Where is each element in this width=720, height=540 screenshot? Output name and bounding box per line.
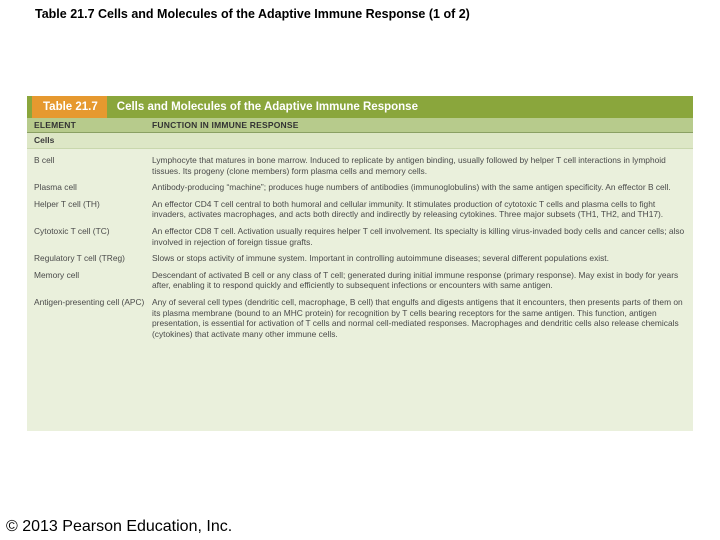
table-row [27,199,693,220]
table-label: Table 21.7 [32,96,107,118]
table-image [27,96,693,431]
row-element: Regulatory T cell (TReg) [34,253,125,264]
table-title-bar [27,96,693,118]
row-element: Helper T cell (TH) [34,198,100,209]
row-function: Any of several cell types (dendritic cell, macrophage, B cell) that engulfs and digests antigens that it encounters, then presents parts of them on its plasma membrane (bound to an MHC protein) for recognition by T cells bearing receptors for the same antigen. This function, antigen presentation, is essential for activation of T cells and normal cell-mediated responses. Macrophages and dendritic cells also release chemicals (cytokines) that activate many other immune cells. [152,296,683,339]
table-row [27,270,693,291]
row-function: Antibody-producing “machine”; produces huge numbers of antibodies (immunoglobulins) with the same antigen specificity. An effector B cell. [152,182,671,193]
row-function: Lymphocyte that matures in bone marrow. Induced to replicate by antigen binding, usually followed by helper T cell interactions in lymphoid tissues. Its progeny (clone members) form plasma cells and memory cells. [152,155,666,176]
row-function: Slows or stops activity of immune system. Important in controlling autoimmune diseases; several different populations exist. [152,253,609,264]
table-body [27,149,693,431]
row-element: Memory cell [34,269,80,280]
table-caption: Cells and Molecules of the Adaptive Immune Response [116,101,418,113]
copyright-notice: © 2013 Pearson Education, Inc. [6,518,233,535]
row-function: An effector CD4 T cell central to both humoral and cellular immunity. It stimulates production of cytotoxic T cells and plasma cells to fight invaders, activates macrophages, and acts both directly and indirectly by releasing cytokines. Three major subsets (TH1, TH2, and TH17). [152,198,664,220]
row-element: Cytotoxic T cell (TC) [34,225,110,236]
section-label: Cells [27,133,693,149]
slide-title: Table 21.7 Cells and Molecules of the Adaptive Immune Response (1 of 2) [35,7,470,21]
row-function: Descendant of activated B cell or any class of T cell; generated during initial immune response (primary response). May exist in body for years after, enabling it to respond quickly and efficiently to subsequent infections or encounters with same antigen. [152,269,679,291]
table-row [27,297,693,339]
row-element: Plasma cell [34,182,77,193]
header-function: FUNCTION IN IMMUNE RESPONSE [152,120,299,130]
table-header-row [27,118,693,133]
row-function: An effector CD8 T cell. Activation usually requires helper T cell involvement. Its specialty is killing virus-invaded body cells and cancer cells; also involved in rejection of foreign tissue grafts. [152,225,685,247]
header-element: ELEMENT [34,120,77,130]
row-element: B cell [34,155,55,165]
table-row [27,226,693,247]
table-row [27,155,693,176]
table-row [27,253,693,264]
table-row [27,182,693,193]
row-element: Antigen-presenting cell (APC) [34,296,145,307]
